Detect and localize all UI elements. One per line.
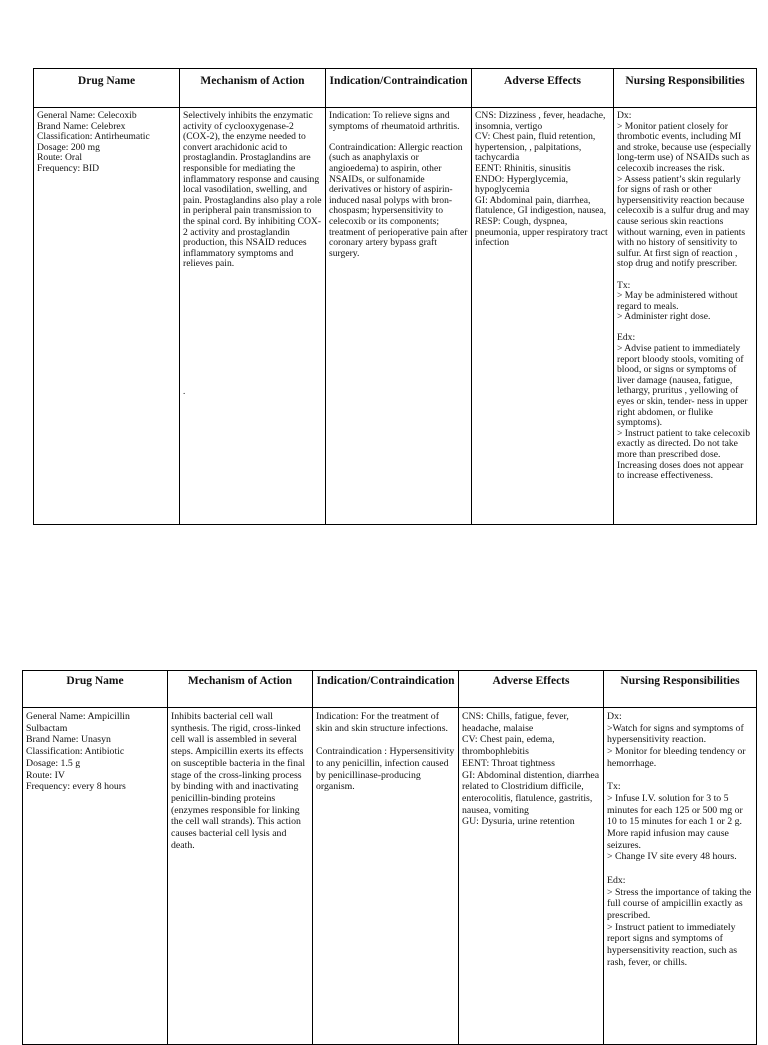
frequency: Frequency: every 8 hours [26,781,126,793]
contraindication-text: Contraindication: Allergic reaction (such as anaphylaxis or angioedema) to aspirin, other NSAIDs, or sulfonamide derivatives or history of aspirin-induced nasal polyps with bron-chospasm; hypersensitivity to celecoxib or its components; treatment of perioperative pain after coronary artery bypass graft surgery. [329,141,468,259]
table-row [23,708,757,1045]
adverse-resp: RESP: Cough, dyspnea, pneumonia, upper respiratory tract infection [475,215,608,249]
classification: Classification: Antibiotic [26,746,125,758]
route: Route: IV [26,769,65,781]
adverse-cv: CV: Chest pain, edema, thrombophlebitis [462,734,555,758]
dosage: Dosage: 200 mg [37,141,100,153]
header-indication: Indication/Contraindication [326,69,472,108]
route: Route: Oral [37,152,83,164]
drug-table-ampicillin-sulbactam [22,670,757,1045]
tx-label: Tx: [617,279,631,291]
dx-label: Dx: [607,711,622,722]
tx-item: > May be administered without regard to meals. [617,290,738,312]
header-drug-name: Drug Name [34,69,180,108]
nursing-cell [614,108,757,525]
header-drug-name: Drug Name [23,671,168,708]
contraindication-text: Contraindication : Hypersensitivity to any penicillin, infection caused by penicillinase-producing organism. [316,746,455,793]
tx-item: > Infuse I.V. solution for 3 to 5 minutes for each 125 or 500 mg or 10 to 15 minutes for each 1 or 2 g. More rapid infusion may cause seizures. [607,792,743,851]
tx-label: Tx: [607,781,621,793]
edx-label: Edx: [617,332,636,344]
edx-item: > Advise patient to immediately report bloody stools, vomiting of blood, or signs or symptoms of liver damage (nausea, fatigue, lethargy, pruritus , yellowing of eyes or skin, tender- ness in upper right abdomen, or flulike symptoms). [617,343,748,429]
drug-table-celecoxib [33,68,757,525]
dx-item: > Monitor for bleeding tendency or hemorrhage. [607,746,746,769]
adverse-cns: CNS: Dizziness , fever, headache, insomnia, vertigo [475,110,606,132]
frequency: Frequency: BID [37,162,100,174]
adverse-effects-cell [459,708,604,1045]
drug-name-cell [23,708,168,1045]
header-nursing: Nursing Responsibilities [604,671,757,708]
dx-item: > Monitor patient closely for thrombotic events, including MI and stroke, because use (especially long-term use) of NSAIDs such as celecoxib increases the risk. [617,120,751,174]
table-header-row [23,671,757,708]
header-nursing: Nursing Responsibilities [614,69,757,108]
header-mechanism: Mechanism of Action [168,671,313,708]
edx-item: > Instruct patient to take celecoxib exactly as directed. Do not take more than prescribed dose. Increasing doses does not appear to increase effectiveness. [617,427,751,482]
adverse-cns: CNS: Chills, fatigue, fever, headache, malaise [462,711,569,734]
table-row [34,108,757,525]
header-adverse-effects: Adverse Effects [472,69,614,108]
adverse-eent: EENT: Throat tightness [462,757,555,769]
drug-name-cell [34,108,180,525]
table-header-row [34,69,757,108]
edx-label: Edx: [607,874,626,886]
indication-text: Indication: For the treatment of skin and skin structure infections. [316,711,448,734]
edx-item: > Instruct patient to immediately report signs and symptoms of hypersensitivity reaction, such as rash, fever, or chills. [607,921,738,968]
brand-name: Brand Name: Unasyn [26,734,111,746]
mechanism-text: Inhibits bacterial cell wall synthesis. The rigid, cross-linked cell wall is assembled in several steps. Ampicillin exerts its effects on susceptible bacteria in the final stage of the cross-linking process by binding with and inactivating penicillin-binding proteins (enzymes responsible for linking the cell wall strands). This action causes bacterial cell lysis and death. [171,711,306,851]
indication-cell [326,108,472,525]
edx-item: > Stress the importance of taking the full course of ampicillin exactly as prescribed. [607,886,752,921]
tx-item: > Change IV site every 48 hours. [607,851,737,863]
classification: Classification: Antirheumatic [37,131,150,143]
header-adverse-effects: Adverse Effects [459,671,604,708]
mechanism-text: Selectively inhibits the enzymatic activity of cyclooxygenase-2 (COX-2), the enzyme needed to convert arachidonic acid to prostaglandin. Prostaglandins are responsible for mediating the inflammatory response and causing local vasodilation, swelling, and pain. Prostaglandins also play a role in peripheral pain transmission to the spinal cord. By inhibiting COX-2 activity and prostaglandin production, this NSAID reduces inflammatory symptoms and relieves pain. [183,110,322,270]
adverse-cv: CV: Chest pain, fluid retention, hypertension, , palpitations, tachycardia [475,131,596,164]
mechanism-cell [168,708,313,1045]
header-indication: Indication/Contraindication [313,671,459,708]
dx-label: Dx: [617,110,632,121]
tx-item: > Administer right dose. [617,311,711,323]
mechanism-cell [180,108,326,525]
indication-cell [313,708,459,1045]
indication-text: Indication: To relieve signs and symptoms of rheumatoid arthritis. [329,110,460,132]
adverse-endo: ENDO: Hyperglycemia, hypoglycemia [475,173,569,196]
nursing-cell [604,708,757,1045]
adverse-gu: GU: Dysuria, urine retention [462,816,575,828]
general-name: General Name: Ampicillin Sulbactam [26,711,130,734]
stray-mark: . [183,386,186,396]
dosage: Dosage: 1.5 g [26,757,81,769]
adverse-gi: GI: Abdominal pain, diarrhea, flatulence, GI indigestion, nausea, [475,194,607,217]
brand-name: Brand Name: Celebrex [37,120,126,132]
adverse-eent: EENT: Rhinitis, sinusitis [475,162,571,174]
header-mechanism: Mechanism of Action [180,69,326,108]
general-name: General Name: Celecoxib [37,110,137,121]
adverse-effects-cell [472,108,614,525]
dx-item: >Watch for signs and symptoms of hypersensitivity reaction. [607,722,744,746]
adverse-gi: GI: Abdominal distention, diarrhea related to Clostridium difficile, enterocolitis, flatulence, gastritis, nausea, vomiting [462,769,600,816]
dx-item: > Assess patient’s skin regularly for signs of rash or other hypersensitivity reaction because celecoxib is a sulfur drug and may cause serious skin reactions without warning, even in patients with no history of sensitivity to sulfur. At first sign of reaction , stop drug and notify prescriber. [617,173,750,270]
